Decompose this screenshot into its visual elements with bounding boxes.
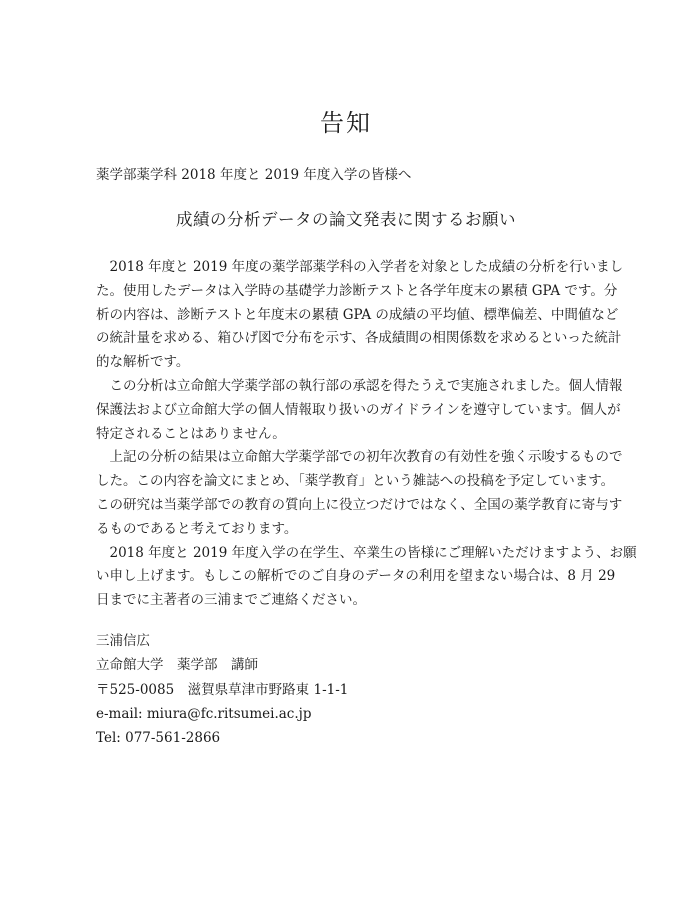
paragraph-publication-plan [96,446,623,541]
addressee-line: 薬学部薬学科 2018 年度と 2019 年度入学の皆様へ [96,167,412,183]
author-phone: Tel: 077-561-2866 [96,730,221,747]
signature-block [96,629,348,750]
body-line: 析の内容は、診断テストと年度末の累積 GPA の成績の平均値、標準偏差、中間値など [96,306,619,323]
body-line: い申し上げます。もしこの解析でのご自身のデータの利用を望まない場合は、8 月 29 [96,568,616,585]
body-line: 2018 年度と 2019 年度の薬学部薬学科の入学者を対象とした成績の分析を行いまし [96,259,624,275]
body-line: 的な解析です。 [96,354,190,371]
body-line: た。使用したデータは入学時の基礎学力診断テストと各学年度末の累積 GPA です。分 [96,282,618,299]
author-affiliation: 立命館大学 薬学部 講師 [96,657,258,674]
body-line: この研究は当薬学部での教育の質向上に役立つだけではなく、全国の薬学教育に寄与す [96,496,623,513]
body-line: した。この内容を論文にまとめ、「薬学教育」という雑誌への投稿を予定しています。 [96,473,615,490]
author-name: 三浦信広 [96,633,150,649]
body-text [96,256,637,613]
body-line: るものであると考えております。 [96,520,298,537]
paragraph-analysis-overview [96,256,624,375]
body-line: の統計量を求める、箱ひげ図で分布を示す、各成績間の相関係数を求めるといった統計 [96,330,622,347]
notice-title: 告知 [320,109,372,137]
subject-heading: 成績の分析データの論文発表に関するお願い [176,210,516,229]
paragraph-opt-out-request [96,542,637,613]
paragraph-approval-privacy [96,375,623,446]
author-email: e-mail: miura@fc.ritsumei.ac.jp [96,705,312,722]
body-line: 日までに主著者の三浦までご連絡ください。 [96,592,366,609]
body-line: 特定されることはありません。 [96,425,286,442]
body-line: この分析は立命館大学薬学部の執行部の承認を得たうえで実施されました。個人情報 [96,377,623,394]
body-line: 2018 年度と 2019 年度入学の在学生、卒業生の皆様にご理解いただけますよう、お願 [96,544,637,561]
author-address: 〒525-0085 滋賀県草津市野路東 1-1-1 [96,681,349,698]
body-line: 保護法および立命館大学の個人情報取り扱いのガイドラインを遵守しています。個人が [96,401,621,418]
body-line: 上記の分析の結果は立命館大学薬学部での初年次教育の有効性を強く示唆するもので [96,449,623,466]
